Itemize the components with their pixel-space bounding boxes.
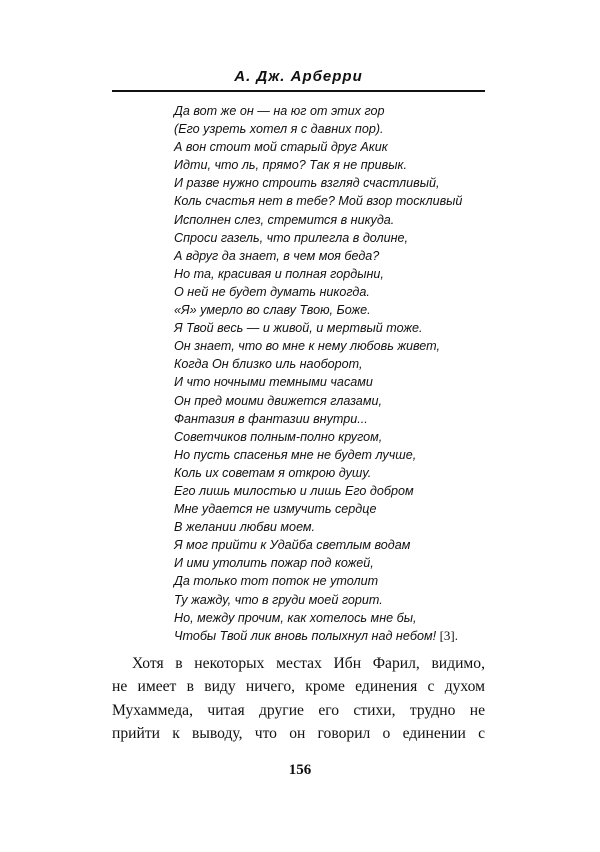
poem-line: [174, 283, 494, 301]
citation-reference: [3].: [439, 627, 458, 643]
poem-line: [174, 156, 494, 174]
poem-line: [174, 102, 494, 120]
poem-line-text: А вон стоит мой старый друг Акик: [174, 140, 388, 155]
poem-line: [174, 609, 494, 627]
poem-line: [174, 428, 494, 446]
poem-line: [174, 446, 494, 464]
poem-line: [174, 355, 494, 373]
poem-line: [174, 591, 494, 609]
poem-line-text: Исполнен слез, стремится в никуда.: [174, 212, 395, 227]
poem-line: [174, 247, 494, 265]
poem-line: [174, 464, 494, 482]
paragraph-line: прийти к выводу, что он говорил о единении с: [112, 725, 485, 743]
poem-line: [174, 554, 494, 572]
poem-line-text: Идти, что ль, прямо? Так я не привык.: [174, 158, 407, 173]
poem-line: [174, 265, 494, 283]
paragraph-line: Хотя в некоторых местах Ибн Фарил, видимо,: [132, 655, 485, 672]
poem-line-text: Но пусть спасенья мне не будет лучше,: [174, 447, 417, 462]
poem-line-text: Чтобы Твой лик вновь полыхнул над небом!: [174, 628, 437, 643]
running-header: [112, 68, 485, 92]
poem-line: [174, 536, 494, 554]
page-number: 156: [288, 762, 312, 778]
poem-line: [174, 229, 494, 247]
poem-line-text: И что ночными темными часами: [174, 375, 373, 390]
poem-line-text: И ими утолить пожар под кожей,: [174, 556, 374, 571]
poem-line-text: Он знает, что во мне к нему любовь живет,: [174, 339, 441, 354]
paragraph-line: Мухаммеда, читая другие его стихи, трудно не: [112, 701, 485, 719]
paragraph-line: не имеет в виду ничего, кроме единения с духом: [112, 678, 485, 696]
poem-line: [174, 138, 494, 156]
poem-line: [174, 373, 494, 391]
poem-line-text: Да вот же он — на юг от этих гор: [174, 104, 385, 118]
poem-line-text: Мне удается не измучить сердце: [174, 502, 377, 517]
poem-line-text: Его лишь милостью и лишь Его добром: [174, 483, 414, 498]
poem-line-text: Да только тот поток не утолит: [174, 574, 379, 589]
poem-line: [174, 410, 494, 428]
poem-line: [174, 518, 494, 536]
poem-line-text: А вдруг да знает, в чем моя беда?: [174, 248, 380, 263]
poem-line-text: Коль их советам я открою душу.: [174, 465, 372, 480]
poem-line-text: (Его узреть хотел я с давних пор).: [174, 122, 384, 137]
poem-line: [174, 482, 494, 500]
poem: [174, 102, 494, 645]
poem-line-text: Я мог прийти к Удайба светлым водам: [174, 538, 411, 553]
poem-line-text: В желании любви моем.: [174, 520, 316, 535]
header-rule: [112, 90, 485, 92]
poem-line: [174, 192, 494, 210]
poem-line: [174, 392, 494, 410]
poem-line-text: Коль счастья нет в тебе? Мой взор тоскливый: [174, 194, 463, 209]
poem-line: [174, 627, 494, 645]
poem-line-text: Но та, красивая и полная гордыни,: [174, 266, 384, 281]
poem-line: [174, 337, 494, 355]
poem-line-text: Советчиков полным-полно кругом,: [174, 429, 383, 444]
poem-line-text: «Я» умерло во славу Твою, Боже.: [174, 303, 371, 318]
poem-line-text: О ней не будет думать никогда.: [174, 284, 370, 299]
poem-line-text: Я Твой весь — и живой, и мертвый тоже.: [174, 321, 423, 336]
poem-line-text: И разве нужно строить взгляд счастливый,: [174, 176, 440, 191]
body-paragraph: [112, 652, 485, 746]
poem-line: [174, 120, 494, 138]
poem-line-text: Когда Он близко иль наоборот,: [174, 357, 363, 372]
poem-line: [174, 572, 494, 590]
poem-line-text: Фантазия в фантазии внутри...: [174, 411, 368, 426]
poem-line: [174, 211, 494, 229]
poem-line-text: Но, между прочим, как хотелось мне бы,: [174, 610, 417, 625]
poem-line: [174, 500, 494, 518]
poem-line-text: Он пред моими движется глазами,: [174, 393, 382, 408]
running-title: А. Дж. Арберри: [234, 68, 363, 85]
poem-line: [174, 174, 494, 192]
poem-line: [174, 319, 494, 337]
poem-line: [174, 301, 494, 319]
poem-line-text: Ту жажду, что в груди моей горит.: [174, 592, 383, 607]
poem-line-text: Спроси газель, что прилегла в долине,: [174, 230, 409, 245]
